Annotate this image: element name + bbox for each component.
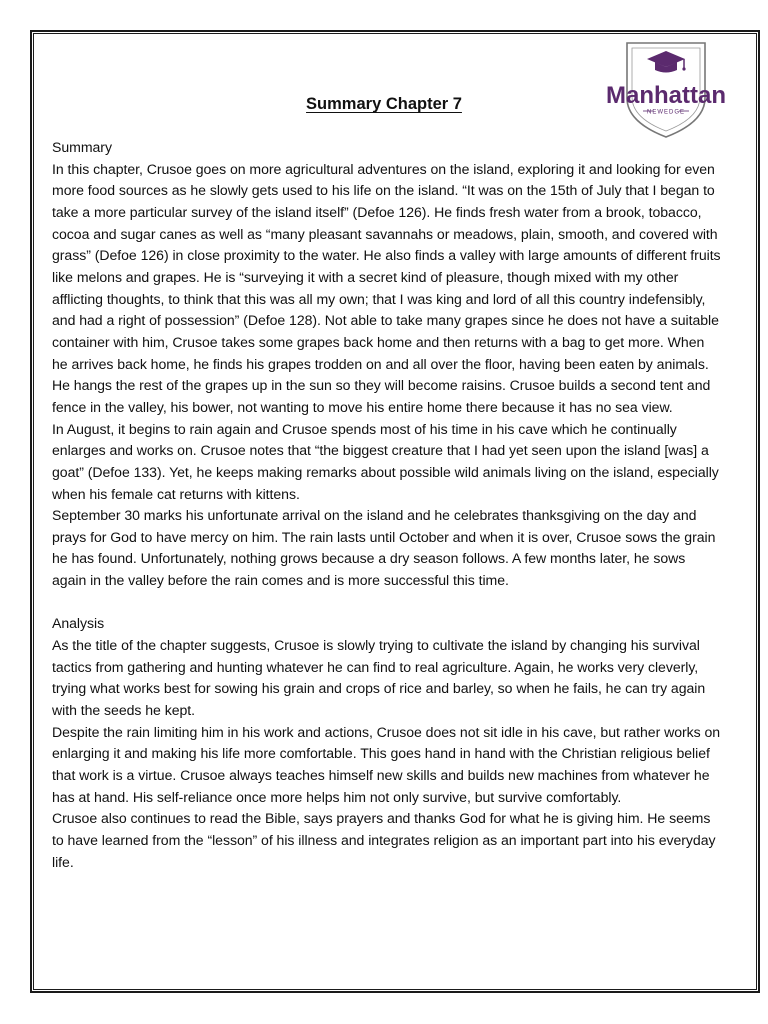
logo-subtext: NEWEDGE: [646, 109, 686, 116]
graduation-cap-icon: [647, 51, 686, 73]
shield-icon: [601, 40, 731, 140]
section-gap: [52, 592, 722, 614]
analysis-paragraph: Despite the rain limiting him in his work and actions, Crusoe does not sit idle in his cave, but rather works on enlarging it and making his life more comfortable. This goes hand in hand with the Christian religious belief that work is a virtue. Crusoe always teaches himself new skills and builds new machines from whatever he has at hand. His self-reliance once more helps him not only survive, but survive comfortably.: [52, 723, 721, 805]
analysis-paragraph: Crusoe also continues to read the Bible, says prayers and thanks God for what he is giving him. He seems to have learned from the “lesson” of his illness and integrates religion as an important part into his everyday life.: [52, 810, 716, 870]
logo-text: Manhattan: [606, 82, 726, 109]
summary-paragraph: In August, it begins to rain again and Crusoe spends most of his time in his cave which he continually enlarges and works on. Crusoe notes that “the biggest creature that I had yet seen upon the island [was] a goat” (Defoe 133). Yet, he keeps making remarks about possible wild animals living on the island, especially when his female cat returns with kittens.: [52, 420, 719, 502]
analysis-paragraph: As the title of the chapter suggests, Crusoe is slowly trying to cultivate the island by changing his survival tactics from gathering and hunting whatever he can find to real agriculture. Again, he works very cleverly, trying what works best for sowing his grain and crops of rice and barley, so when he fails, he can try again with the seeds he kept.: [52, 637, 706, 719]
summary-paragraph: September 30 marks his unfortunate arrival on the island and he celebrates thanksgiving on the day and prays for God to have mercy on him. The rain lasts until October and when it is over, Crusoe sows the grain he has found. Unfortunately, nothing grows because a dry season follows. A few months later, he sows again in the valley before the rain comes and is more successful this time.: [52, 507, 716, 589]
manhattan-logo: [601, 40, 731, 140]
document-body: [52, 137, 722, 873]
analysis-heading: Analysis: [52, 615, 105, 632]
summary-heading: Summary: [52, 139, 112, 155]
summary-paragraph: In this chapter, Crusoe goes on more agricultural adventures on the island, exploring it and looking for even more food sources as he slowly gets used to his life on the island. “It was on the 15th of July that I began to take a more particular survey of the island itself” (Defoe 126). He finds fresh water from a brook, tobacco, cocoa and sugar canes as well as “many pleasant savannahs or meadows, plain, smooth, and covered with grass” (Defoe 126) in close proximity to the water. He also finds a valley with large amounts of different fruits like melons and grapes. He is “surveying it with a secret kind of pleasure, though mixed with my other afflicting thoughts, to think that this was all my own; that I was king and lord of all this country indefensibly, and had a right of possession” (Defoe 128). Not able to take many grapes since he does not have a suitable container with him, Crusoe takes some grapes back home and then returns with a bag to get more. When he arrives back home, he finds his grapes trodden on and all over the floor, having been eaten by animals. He hangs the rest of the grapes up in the sun so they will become raisins. Crusoe builds a second tent and fence in the valley, his bower, not wanting to move his entire home there because it has no sea view.: [52, 160, 721, 415]
page-title: Summary Chapter 7: [306, 95, 462, 113]
